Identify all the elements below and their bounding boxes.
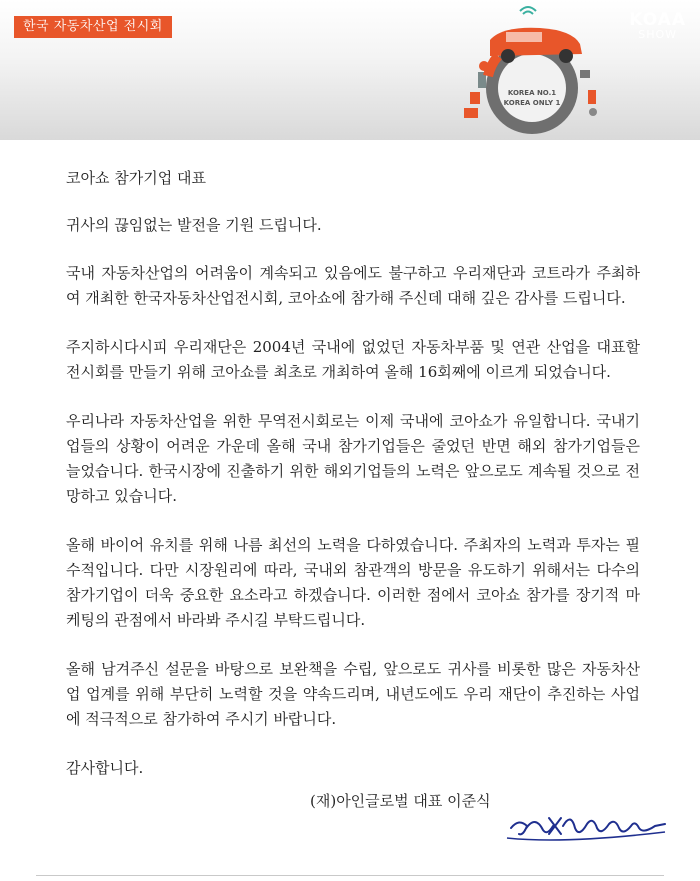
footer-divider	[36, 875, 664, 876]
logo-text-2: KOREA ONLY 1	[503, 99, 561, 107]
header-banner	[0, 0, 700, 140]
paragraph: 주지하시다시피 우리재단은 2004년 국내에 없었던 자동차부품 및 연관 산업을 대표할 전시회를 만들기 위해 코아쇼를 최초로 개최하여 올해 16회째에 이르게 되었습니다.	[66, 338, 640, 381]
paragraph: 국내 자동차산업의 어려움이 계속되고 있음에도 불구하고 우리재단과 코트라가 주최하여 개최한 한국자동차산업전시회, 코아쇼에 참가해 주신데 대해 깊은 감사를 드립니다.	[66, 264, 640, 307]
greeting: 귀사의 끊임없는 발전을 기원 드립니다.	[66, 216, 322, 234]
salutation: 코아쇼 참가기업 대표	[66, 169, 206, 187]
paragraph: 우리나라 자동차산업을 위한 무역전시회로는 이제 국내에 코아쇼가 유일합니다. 국내기업들의 상황이 어려운 가운데 올해 국내 참가기업들은 줄었던 반면 해외 참가기업들은 늘었습니다. 한국시장에 진출하기 위한 해외기업들의 노력은 앞으로도 계속될 것으로 전망하고 있습니다.	[66, 412, 640, 505]
koaa-show-brand	[629, 12, 686, 41]
koaa-show-logo-icon	[450, 0, 610, 140]
brand-line-1: KOAA	[629, 10, 686, 30]
signatory: (재)아인글로벌 대표 이준식	[310, 792, 491, 810]
closing: 감사합니다.	[66, 759, 144, 777]
brand-line-2: SHOW	[638, 28, 678, 41]
handwritten-signature-icon	[505, 804, 670, 854]
letter-body	[66, 166, 640, 781]
logo-text-1: KOREA NO.1	[507, 89, 557, 97]
paragraph: 올해 바이어 유치를 위해 나름 최선의 노력을 다하였습니다. 주최자의 노력과 투자는 필수적입니다. 다만 시장원리에 따라, 국내외 참관객의 방문을 유도하기 위해서는 다수의 참가기업이 더욱 중요한 요소라고 하겠습니다. 이러한 점에서 코아쇼 참가를 장기적 마케팅의 관점에서 바라봐 주시길 부탁드립니다.	[66, 536, 640, 629]
paragraph: 올해 남겨주신 설문을 바탕으로 보완책을 수립, 앞으로도 귀사를 비롯한 많은 자동차산업 업계를 위해 부단히 노력할 것을 약속드리며, 내년도에도 우리 재단이 추진하는 사업에 적극적으로 참가하여 주시기 바랍니다.	[66, 660, 640, 728]
exhibition-badge: 한국 자동차산업 전시회	[14, 16, 172, 38]
